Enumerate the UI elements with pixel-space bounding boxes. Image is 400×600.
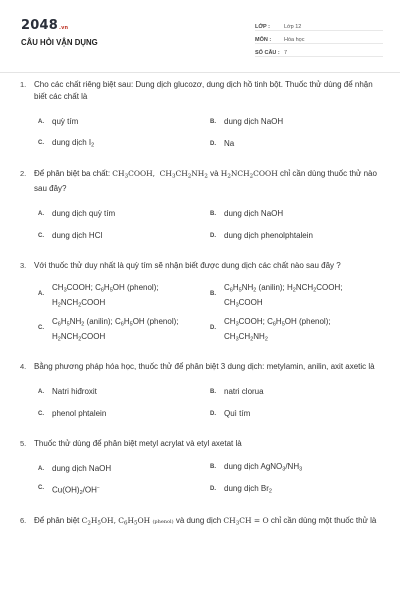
option-a[interactable]: A. $CH_3COOH$; $C_6H_5OH$ (phenol); $H_2NCH_2COOH$: [38, 283, 159, 308]
options: [18, 458, 382, 502]
question-text: Với thuốc thử duy nhất là quỳ tím sẽ nhận biết được dung dịch các chất nào sau đây ?: [34, 260, 341, 270]
option-d[interactable]: D. dung dịch $Br_2$: [210, 484, 272, 495]
question-list: [18, 79, 382, 542]
question-number: 6.: [20, 515, 27, 525]
option-a[interactable]: A. dung dịch quỳ tím: [38, 208, 116, 218]
question-3: [18, 260, 382, 348]
question-text: Cho các chất riêng biệt sau: Dung dịch glucozơ, dung dịch hồ tinh bột. Thuốc thử dùng để nhận biết các chất là: [34, 80, 373, 101]
option-c[interactable]: C. $C_6H_5NH_2$ (anilin); $C_6H_5OH$ (phenol); $H_2NCH_2COOH$: [38, 317, 179, 342]
question-text: Thuốc thử dùng để phân biệt metyl acrylat và etyl axetat là: [34, 438, 242, 448]
page-title: CÂU HỎI VẬN DỤNG: [21, 38, 98, 47]
option-d[interactable]: D. Quì tím: [210, 408, 251, 418]
option-d[interactable]: D. $CH_3COOH$; $C_6H_5OH$ (phenol); $CH_3CH_2NH_2$: [210, 317, 331, 342]
class-value: Lớp 12: [284, 24, 302, 30]
question-number: 5.: [20, 438, 27, 448]
option-c[interactable]: C. phenol phtalein: [38, 408, 107, 418]
formula-glycine: $H_2NCH_2COOH$: [220, 169, 278, 180]
option-a[interactable]: A. Natri hiđroxit: [38, 386, 97, 396]
question-1: [18, 79, 382, 155]
formula-phenol: $C_6H_5OH$: [118, 515, 151, 526]
option-c[interactable]: C. dung dịch HCl: [38, 230, 103, 240]
question-number: 4.: [20, 361, 27, 371]
options: [18, 280, 382, 348]
option-b[interactable]: B. dung dịch NaOH: [210, 208, 284, 218]
options: [18, 203, 382, 247]
option-b[interactable]: B. $C_6H_5NH_2$ (anilin); $H_2NCH_2COOH$; $CH_3COOH$: [210, 283, 343, 308]
option-c[interactable]: C. dung dịch $I_2$: [38, 137, 95, 149]
question-text: Bằng phương pháp hóa học, thuốc thử để phân biệt 3 dung dịch: metylamin, anilin, axit axetic là: [34, 361, 375, 371]
question-number: 2.: [20, 169, 27, 178]
site-logo[interactable]: 2048.vn: [21, 18, 69, 33]
question-5: [18, 438, 382, 502]
formula-ethanol: $C_2H_5OH$,: [81, 515, 116, 526]
option-a[interactable]: A. quỳ tím: [38, 117, 79, 126]
question-2: 2. Để phân biệt ba chất: $CH_3COOH$, $CH_3CH_2NH_2$ và $H_2NCH_2COOH$ chỉ cần dùng thuốc thử nào sau đây? A. dung dịch quỳ tím B. dung dịch NaOH C. dung dịch HCl D. dung dịch phenolphtalein: [18, 168, 382, 247]
options: [18, 381, 382, 425]
count-value: 7: [284, 50, 288, 56]
question-number: 3.: [20, 260, 27, 270]
count-label: SỐ CÂU :: [255, 50, 280, 56]
formula-ch3cooh: $CH_3COOH$,: [112, 169, 156, 180]
option-a[interactable]: A. dung dịch NaOH: [38, 463, 112, 473]
option-b[interactable]: B. dung dịch NaOH: [210, 117, 284, 126]
question-4: [18, 361, 382, 425]
question-6: 6. Để phân biệt $C_2H_5OH$, $C_6H_5OH$ (phenol) và dung dịch $CH_3CH = O$ chỉ cần dùng một thuốc thử là: [20, 515, 377, 526]
meta-info: [255, 18, 383, 57]
option-b[interactable]: B. natri clorua: [210, 386, 264, 396]
page-header: [18, 10, 384, 56]
header-divider: [0, 72, 400, 73]
options: [18, 111, 382, 155]
formula-acetaldehyde: $CH_3CH = O$: [223, 515, 269, 526]
option-c[interactable]: C. $Cu(OH)_2/OH^-$: [38, 484, 100, 497]
formula-ethylamine: $CH_3CH_2NH_2$: [157, 169, 208, 180]
option-b[interactable]: B. dung dịch $AgNO_3/NH_3$: [210, 462, 303, 473]
subject-label: MÔN :: [255, 37, 272, 43]
subject-value: Hóa học: [284, 37, 305, 43]
class-label: LỚP :: [255, 24, 270, 30]
option-d[interactable]: D. dung dịch phenolphtalein: [210, 230, 313, 240]
option-d[interactable]: D. Na: [210, 139, 235, 148]
question-number: 1.: [20, 80, 27, 89]
